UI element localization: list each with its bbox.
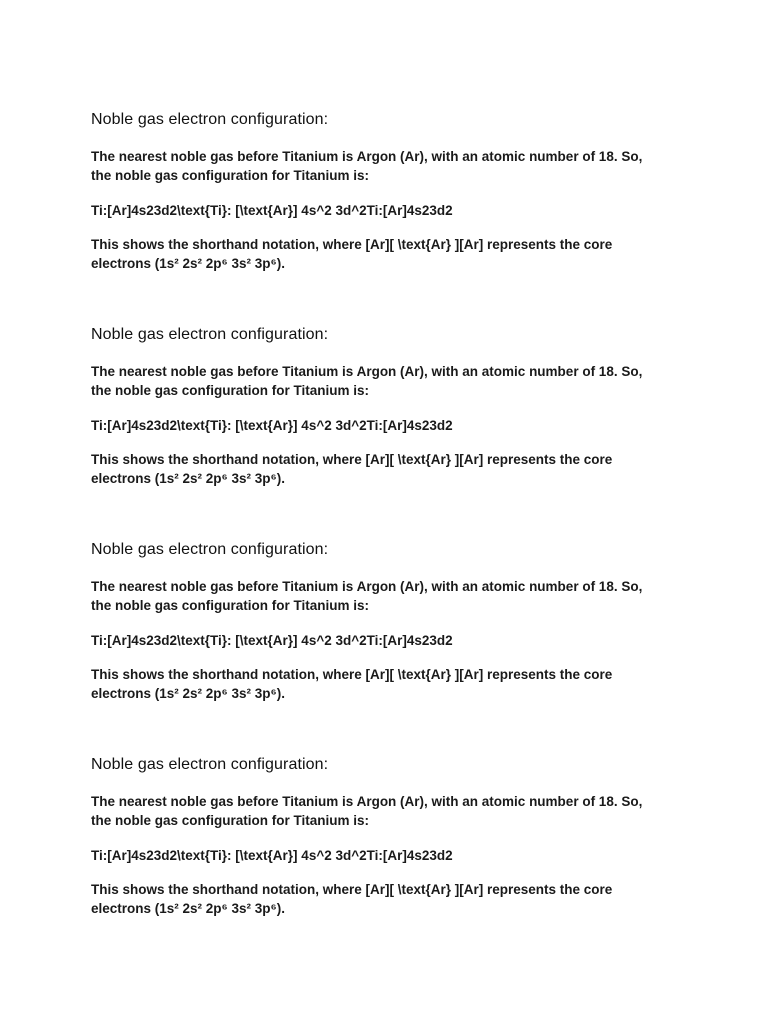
configuration-line: Ti:[Ar]4s23d2\text{Ti}: [\text{Ar}] 4s^2 3d^2Ti:[Ar]4s23d2 xyxy=(91,848,453,863)
note-line: This shows the shorthand notation, where [Ar][ \text{Ar} ][Ar] represents the core xyxy=(91,667,613,682)
intro-line: the noble gas configuration for Titanium is: xyxy=(91,383,370,398)
note-line: electrons (1s² 2s² 2p⁶ 3s² 3p⁶). xyxy=(91,256,285,271)
configuration-line: Ti:[Ar]4s23d2\text{Ti}: [\text{Ar}] 4s^2 3d^2Ti:[Ar]4s23d2 xyxy=(91,633,453,648)
note-paragraph xyxy=(91,665,681,703)
intro-paragraph xyxy=(91,362,681,400)
note-paragraph xyxy=(91,450,681,488)
note-paragraph xyxy=(91,880,681,918)
section-heading: Noble gas electron configuration: xyxy=(91,326,329,343)
intro-paragraph xyxy=(91,147,681,185)
intro-line: The nearest noble gas before Titanium is Argon (Ar), with an atomic number of 18. So, xyxy=(91,794,643,809)
configuration-line: Ti:[Ar]4s23d2\text{Ti}: [\text{Ar}] 4s^2 3d^2Ti:[Ar]4s23d2 xyxy=(91,203,453,218)
intro-line: the noble gas configuration for Titanium is: xyxy=(91,598,370,613)
intro-line: The nearest noble gas before Titanium is Argon (Ar), with an atomic number of 18. So, xyxy=(91,149,643,164)
note-line: This shows the shorthand notation, where [Ar][ \text{Ar} ][Ar] represents the core xyxy=(91,882,613,897)
intro-line: The nearest noble gas before Titanium is Argon (Ar), with an atomic number of 18. So, xyxy=(91,364,643,379)
configuration-line: Ti:[Ar]4s23d2\text{Ti}: [\text{Ar}] 4s^2 3d^2Ti:[Ar]4s23d2 xyxy=(91,418,453,433)
section-heading: Noble gas electron configuration: xyxy=(91,111,329,128)
note-line: electrons (1s² 2s² 2p⁶ 3s² 3p⁶). xyxy=(91,686,285,701)
note-line: This shows the shorthand notation, where [Ar][ \text{Ar} ][Ar] represents the core xyxy=(91,452,613,467)
section-heading: Noble gas electron configuration: xyxy=(91,541,329,558)
note-line: This shows the shorthand notation, where [Ar][ \text{Ar} ][Ar] represents the core xyxy=(91,237,613,252)
section-heading: Noble gas electron configuration: xyxy=(91,756,329,773)
intro-line: the noble gas configuration for Titanium is: xyxy=(91,168,370,183)
note-paragraph xyxy=(91,235,681,273)
intro-paragraph xyxy=(91,577,681,615)
intro-line: The nearest noble gas before Titanium is Argon (Ar), with an atomic number of 18. So, xyxy=(91,579,643,594)
intro-paragraph xyxy=(91,792,681,830)
intro-line: the noble gas configuration for Titanium is: xyxy=(91,813,370,828)
note-line: electrons (1s² 2s² 2p⁶ 3s² 3p⁶). xyxy=(91,901,285,916)
note-line: electrons (1s² 2s² 2p⁶ 3s² 3p⁶). xyxy=(91,471,285,486)
